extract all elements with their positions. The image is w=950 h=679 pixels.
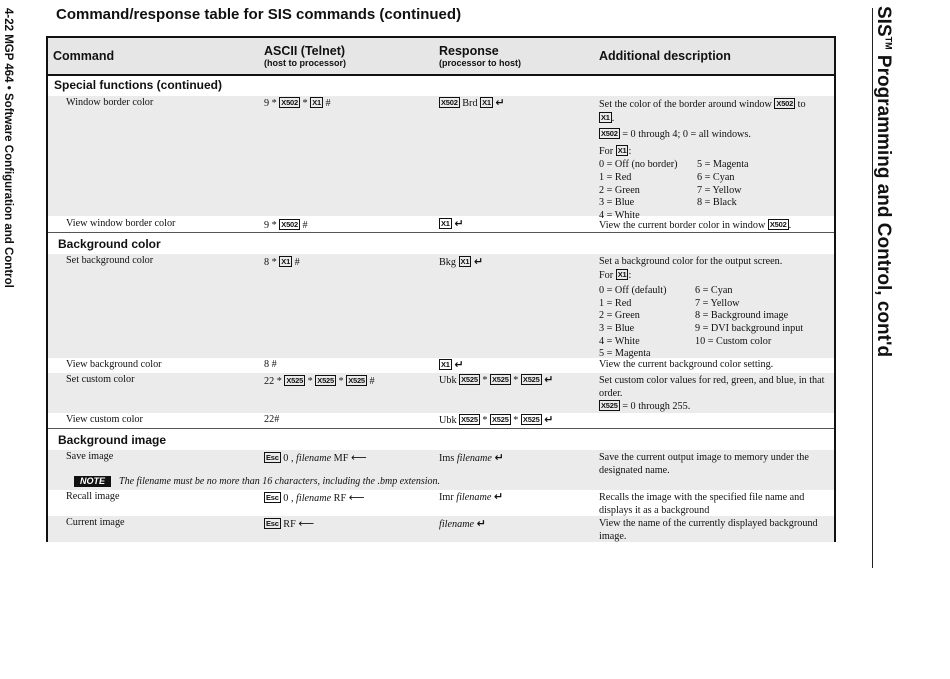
return-icon: ↵ — [494, 451, 504, 464]
row-set-bg-ascii: 8 * X1 # — [264, 257, 300, 268]
row-set-bg-response: Bkg X1 ↵ — [439, 255, 484, 268]
table-header — [48, 38, 834, 76]
return-icon: ↵ — [454, 217, 464, 230]
header-ascii: ASCII (Telnet) (host to processor) — [264, 44, 347, 68]
row-view-border-ascii: 9 * X502 # — [264, 220, 308, 231]
return-icon: ↵ — [544, 373, 554, 386]
return-icon: ↵ — [473, 255, 484, 268]
return-icon: ↵ — [454, 358, 464, 371]
row-set-bg-name: Set background color — [66, 255, 154, 266]
row-current-image-name: Current image — [66, 517, 125, 528]
row-view-bg-name: View background color — [66, 359, 162, 370]
left-margin-running-head — [0, 0, 24, 679]
row-view-custom-name: View custom color — [66, 414, 143, 425]
bg-color-list: 0 = Off (default) 6 = Cyan 1 = Red 7 = Yellow 2 = Green 8 = Background image 3 = Blue 9 = DVI background input 4 = White 10 = Custom color 5 = Magenta — [599, 285, 804, 360]
row-recall-image-ascii: Esc 0 , filename RF ⟵ — [266, 491, 365, 504]
row-save-image-description: Save the current output image to memory under the designated name. — [599, 452, 809, 476]
row-view-custom-response: Ubk X525 * X525 * X525 ↵ — [439, 413, 554, 426]
return-icon: ↵ — [493, 490, 504, 503]
row-current-image-ascii: Esc RF ⟵ — [266, 517, 315, 530]
border-color-list: 0 = Off (no border) 5 = Magenta 1 = Red 6 = Cyan 2 = Green 7 = Yellow 3 = Blue 8 = Black 4 = White — [599, 159, 749, 221]
row-recall-image-name: Recall image — [66, 491, 120, 502]
row-current-image-response: filename ↵ — [439, 517, 486, 530]
left-arrow-icon: ⟵ — [348, 491, 365, 504]
row-custom-name: Set custom color — [66, 374, 135, 385]
row-view-border-description: View the current border color in window X502 . — [599, 220, 792, 231]
return-icon: ↵ — [476, 517, 486, 530]
row-view-custom-ascii: 22# — [264, 414, 280, 425]
row-view-bg-description: View the current background color setting. — [599, 359, 774, 370]
row-custom-ascii: 22 * X525 * X525 * X525 # — [264, 376, 375, 387]
row-window-border-name: Window border color — [66, 97, 154, 108]
right-margin-running-head — [866, 0, 950, 679]
row-custom-response: Ubk X525 * X525 * X525 ↵ — [439, 373, 554, 386]
row-custom-description: Set custom color values for red, green, and blue, in that order. X525 = 0 through 255. — [599, 375, 825, 413]
row-save-image-name: Save image — [66, 451, 114, 462]
return-icon: ↵ — [495, 96, 505, 109]
left-arrow-icon: ⟵ — [350, 451, 367, 464]
sis-command-table — [46, 36, 836, 542]
left-arrow-icon: ⟵ — [298, 517, 315, 530]
note-tag: NOTE — [74, 476, 111, 487]
section-background-color: Background color — [58, 237, 161, 251]
header-description: Additional description — [599, 49, 731, 63]
row-window-border-description: Set the color of the border around window X502 to X1 . X502 = 0 through 4; 0 = all windows. For X1 : 0 = Off (no border) 5 = Magenta 1 = Red 6 = Cyan 2 = Green 7 = Yellow 3 = Blue 8 = Black 4 = White — [599, 98, 827, 222]
section-special-functions: Special functions (continued) — [54, 78, 223, 92]
return-icon: ↵ — [544, 413, 554, 426]
row-window-border-ascii: 9 * X502 * X1 # — [264, 98, 331, 109]
section-divider — [48, 428, 834, 429]
row-set-bg-description: Set a background color for the output screen. For X1 : 0 = Off (default) 6 = Cyan 1 = Red 7 = Yellow 2 = Green 8 = Background image 3 = Blue 9 = DVI background input 4 = White 10 = Custom color 5 = Magenta — [599, 256, 827, 361]
header-response: Response (processor to host) — [439, 44, 522, 68]
running-head-left: 4-22 MGP 464 • Software Configuration and Control — [2, 8, 14, 288]
row-save-image-ascii: Esc 0 , filename MF ⟵ — [266, 451, 367, 464]
row-current-image-description: View the name of the currently displayed background image. — [599, 518, 818, 542]
row-save-image-response: Ims filename ↵ — [439, 451, 504, 464]
row-view-bg-response: X1 ↵ — [441, 358, 464, 371]
row-window-border-response: X502 Brd X1 ↵ — [441, 96, 505, 109]
header-command: Command — [53, 49, 115, 63]
page-title: Command/response table for SIS commands (continued) — [56, 6, 462, 23]
running-head-right: SIS™ Programming and Control, cont'd — [873, 6, 894, 358]
filename-note: NOTE The filename must be no more than 16 characters, including the .bmp extension. — [74, 476, 440, 487]
row-view-bg-ascii: 8 # — [264, 359, 277, 370]
row-recall-image-response: Imr filename ↵ — [439, 490, 504, 503]
section-divider — [48, 232, 834, 233]
row-view-border-name: View window border color — [66, 218, 176, 229]
row-recall-image-description: Recalls the image with the specified file name and displays it as a background — [599, 492, 805, 516]
row-view-border-response: X1 ↵ — [441, 217, 464, 230]
section-background-image: Background image — [58, 433, 167, 447]
